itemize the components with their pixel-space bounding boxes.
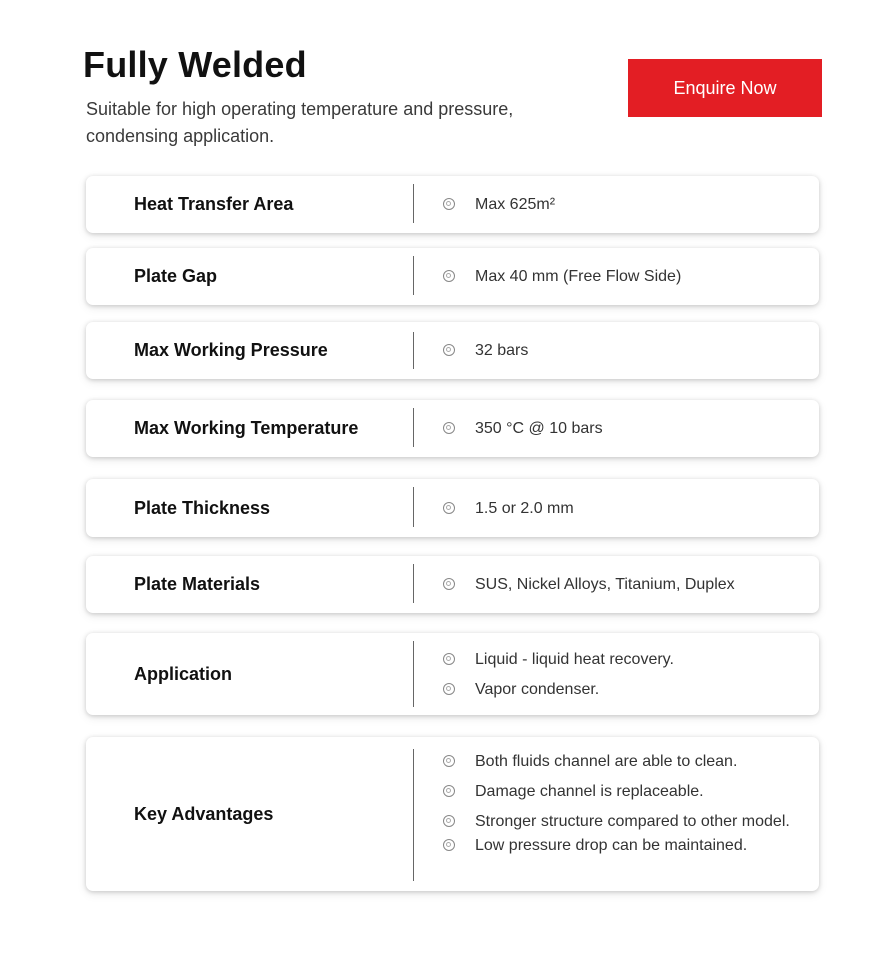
spec-value-text: Liquid - liquid heat recovery. (475, 650, 674, 668)
spec-value-item (443, 752, 799, 771)
spec-values (443, 176, 799, 233)
spec-value-item (443, 782, 799, 801)
page-subtitle: Suitable for high operating temperature and pressure, condensing application. (86, 99, 514, 146)
spec-value-text: 350 °C @ 10 bars (475, 420, 603, 437)
circle-bullet-icon (443, 344, 455, 356)
spec-label: Plate Thickness (134, 497, 271, 518)
spec-value-item (443, 341, 799, 360)
spec-divider (413, 641, 414, 707)
spec-values (443, 556, 799, 613)
spec-divider (413, 749, 414, 881)
spec-values (443, 248, 799, 305)
spec-value-text: Stronger structure compared to other model. (475, 813, 790, 830)
circle-bullet-icon (443, 198, 455, 210)
circle-bullet-icon (443, 683, 455, 695)
circle-bullet-icon (443, 422, 455, 434)
spec-card-max-working-pressure (86, 322, 819, 379)
circle-bullet-icon (443, 785, 455, 797)
spec-divider (413, 408, 414, 447)
circle-bullet-icon (443, 815, 455, 827)
spec-value-text: 32 bars (475, 342, 529, 359)
circle-bullet-icon (443, 839, 455, 851)
circle-bullet-icon (443, 578, 455, 590)
spec-label: Key Advantages (134, 803, 274, 824)
spec-label: Plate Gap (134, 266, 218, 286)
spec-value-item (443, 650, 799, 669)
spec-value-text: SUS, Nickel Alloys, Titanium, Duplex (475, 576, 735, 593)
spec-divider (413, 256, 414, 295)
spec-card-max-working-temperature (86, 400, 819, 457)
spec-label: Application (134, 663, 232, 684)
spec-divider (413, 564, 414, 603)
spec-label: Heat Transfer Area (134, 194, 294, 214)
spec-value-text: Vapor condenser. (475, 680, 600, 698)
circle-bullet-icon (443, 755, 455, 767)
spec-value-item (443, 812, 799, 831)
spec-values (443, 322, 799, 379)
circle-bullet-icon (443, 270, 455, 282)
spec-label: Max Working Pressure (134, 340, 328, 360)
spec-values (443, 479, 799, 537)
spec-value-text: Max 625m² (475, 196, 556, 213)
spec-values (443, 400, 799, 457)
spec-value-item (443, 267, 799, 286)
spec-card-plate-gap (86, 248, 819, 305)
spec-value-text: 1.5 or 2.0 mm (475, 499, 574, 517)
spec-value-item (443, 836, 799, 855)
spec-label: Plate Materials (134, 574, 261, 594)
spec-value-item (443, 575, 799, 594)
spec-card-heat-transfer-area (86, 176, 819, 233)
spec-divider (413, 487, 414, 527)
spec-values (443, 633, 799, 715)
spec-card-application (86, 633, 819, 715)
spec-value-item (443, 499, 799, 518)
page-title: Fully Welded (83, 44, 307, 85)
spec-divider (413, 184, 414, 223)
spec-card-key-advantages (86, 737, 819, 891)
circle-bullet-icon (443, 653, 455, 665)
circle-bullet-icon (443, 502, 455, 514)
enquire-now-button[interactable]: Enquire Now (628, 59, 822, 117)
spec-values (443, 752, 799, 891)
spec-divider (413, 332, 414, 369)
spec-card-plate-materials (86, 556, 819, 613)
spec-value-item (443, 680, 799, 699)
spec-value-text: Both fluids channel are able to clean. (475, 753, 738, 770)
spec-value-text: Damage channel is replaceable. (475, 783, 704, 800)
spec-value-item (443, 419, 799, 438)
spec-label: Max Working Temperature (134, 418, 359, 438)
spec-value-text: Low pressure drop can be maintained. (475, 837, 748, 854)
spec-card-plate-thickness (86, 479, 819, 537)
spec-value-item (443, 195, 799, 214)
spec-value-text: Max 40 mm (Free Flow Side) (475, 268, 682, 285)
